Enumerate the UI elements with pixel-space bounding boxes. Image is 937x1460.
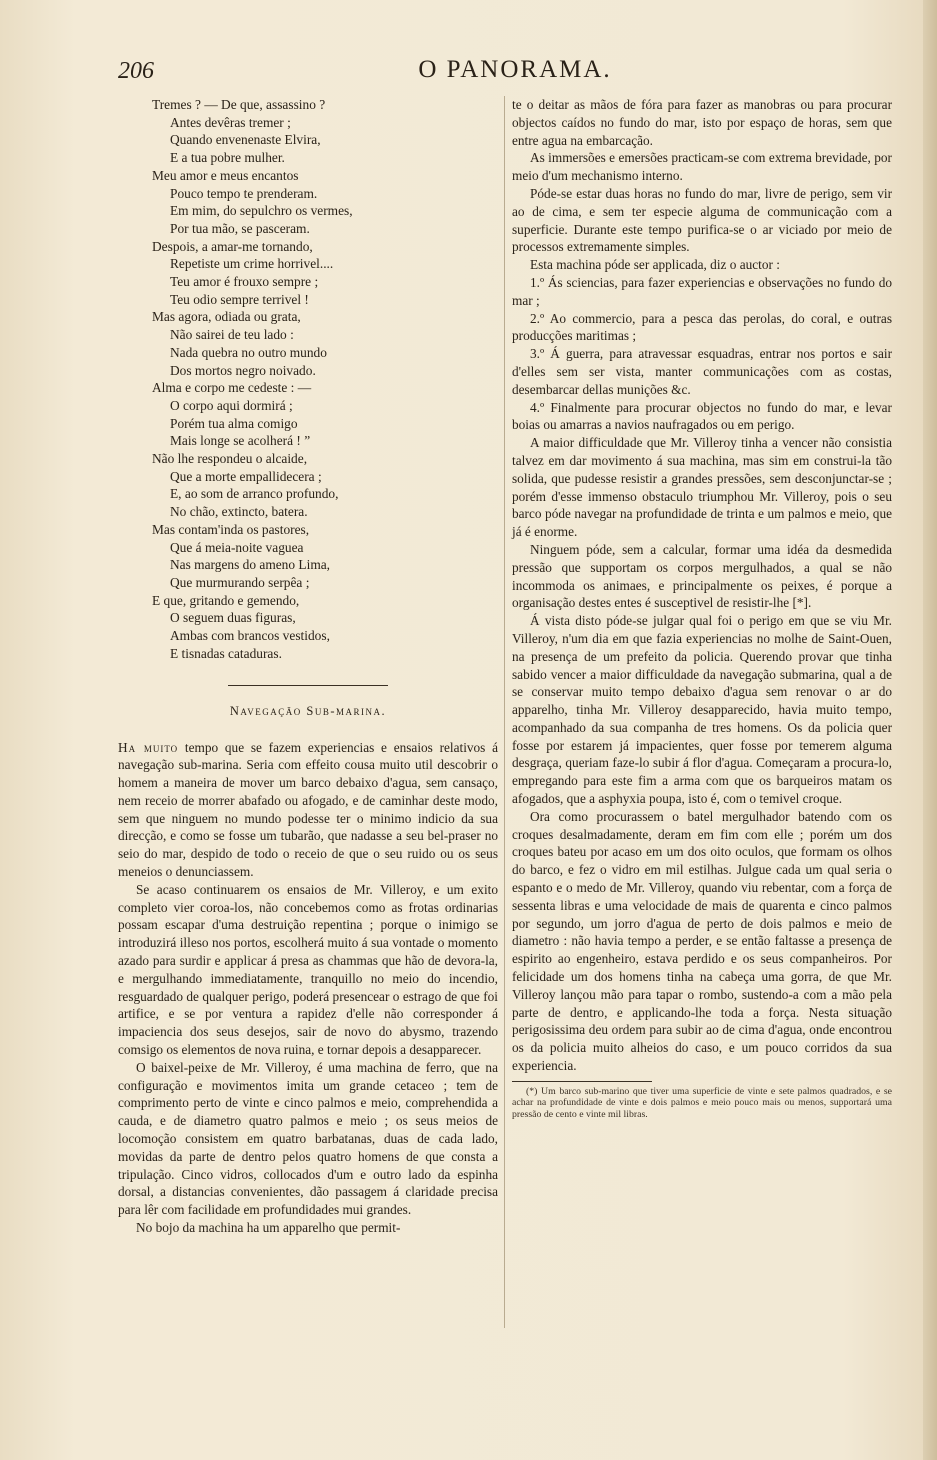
poem-line: O seguem duas figuras, <box>170 610 296 626</box>
page-edge <box>923 0 937 1460</box>
poem-line: Repetiste um crime horrivel.... <box>170 256 334 272</box>
poem-line: E a tua pobre mulher. <box>170 150 285 166</box>
poem-line: Mais longe se acolherá ! ” <box>170 433 311 449</box>
poem-line: Nas margens do ameno Lima, <box>170 557 331 573</box>
poem-line: No chão, extincto, batera. <box>170 504 308 520</box>
paragraph: As immersões e emersões practicam-se com extrema brevidade, por meio d'um mechanismo interno. <box>512 150 892 184</box>
column-divider <box>504 96 505 1328</box>
list-item: 4.º Finalmente para procurar objectos no fundo do mar, e levar boias ou amarras a navios naufragados ou em perigo. <box>512 399 892 433</box>
list-item: 2.º Ao commercio, para a pesca das perolas, do coral, e outras producções maritimas ; <box>512 310 892 344</box>
poem-line: Teu amor é frouxo sempre ; <box>170 274 319 290</box>
list-item: 3.º Á guerra, para atravessar esquadras, entrar nos portos e sair d'elles sem ser vista, manter communicações com as costas, desembarcar dellas munições &c. <box>512 346 892 397</box>
poem-line: E tisnadas cataduras. <box>170 645 282 661</box>
poem-line: O corpo aqui dormirá ; <box>170 397 293 413</box>
poem-line: Tremes ? — De que, assassino ? <box>152 97 326 112</box>
poem-line: Não lhe respondeu o alcaide, <box>152 451 308 467</box>
poem-line: Em mim, do sepulchro os vermes, <box>170 203 353 219</box>
poem-line: Nada quebra no outro mundo <box>170 344 327 360</box>
poem-line: Antes devêras tremer ; <box>170 114 291 130</box>
footnote-rule <box>512 1081 652 1082</box>
poem-line: Porém tua alma comigo <box>170 415 298 431</box>
paragraph-text: tempo que se fazem experiencias e ensaios relativos á navegação sub-marina. Seria com effeito cousa muito util descobrir o homem a maneira de mover um barco debaixo d'agua, sem cansaço, nem receio de morrer abafado ou afogado, e de caminhar deste modo, sem que ninguem no mundo podesse ter o minimo indicio da sua direcção, e como se fosse um tubarão, que nadasse a seu bel-praser no seio do mar, despido de todo o receio de que o seu ruido ou os seus meneios o denunciassem. <box>118 739 498 880</box>
paragraph <box>118 739 498 881</box>
poem-line: Teu odio sempre terrivel ! <box>170 291 309 307</box>
running-title: O PANORAMA. <box>418 56 612 83</box>
paragraph: Se acaso continuarem os ensaios de Mr. Villeroy, e um exito completo vier coroa-los, não concebemos como as frotas ordinarias possam escapar d'uma destruição repentina ; porque o inimigo se introduzirá illeso nos portos, escolherá muito á sua vontade o momento azado para surdir e applicar á presa as chammas que hão de devora-la, e mergulhando immediatamente, tranquillo no meio do incendio, resguardado de qualquer perigo, poderá presencear o estrago de que foi artifice, e se por ventura a rapidez d'elle não corresponder á impaciencia dos seus desejos, sair de novo do abysmo, trazendo comsigo os elementos de nova ruina, e tornar depois a desapparecer. <box>118 881 498 1058</box>
poem-line: Que a morte empallidecera ; <box>170 468 322 484</box>
paragraph: No bojo da machina ha um apparelho que permit- <box>136 1220 401 1236</box>
paragraph: Esta machina póde ser applicada, diz o auctor : <box>530 257 780 273</box>
right-column <box>512 96 892 1121</box>
section-title: Navegação Sub-marina. <box>229 703 387 718</box>
poem-line: Meu amor e meus encantos <box>152 167 299 183</box>
footnote: (*) Um barco sub-marino que tiver uma superficie de vinte e sete palmos quadrados, e se achar na profundidade de vinte e dois palmos e meio pouco mais ou menos, supportará uma pressão de cento e vinte mil libras. <box>512 1085 892 1121</box>
poem-line: Que á meia-noite vaguea <box>170 539 304 555</box>
section-rule <box>228 685 388 686</box>
poem-line: Pouco tempo te prenderam. <box>170 185 318 201</box>
paragraph: A maior difficuldade que Mr. Villeroy tinha a vencer não consistia talvez em dar movimento á sua machina, mas sim em construi-la tão solida, que pudesse resistir a grandes pressões, sem desconjunctar-se ; porém d'esse immenso obstaculo triumphou Mr. Villeroy, pois o seu barco póde navegar na profundidade de trinta e um palmos e meio, que já é enorme. <box>512 435 892 540</box>
poem-line: Não sairei de teu lado : <box>170 327 294 343</box>
poem-line: Despois, a amar-me tornando, <box>152 238 313 254</box>
poem-line: Mas agora, odiada ou grata, <box>152 309 301 325</box>
paragraph: O baixel-peixe de Mr. Villeroy, é uma machina de ferro, que na configuração e movimentos imita um grande cetaceo ; tem de comprimento perto de vinte e cinco palmos e meio, comprehendida a cauda, e de diametro quatro palmos e meio ; os seus meios de locomoção consistem em quatro barbatanas, duas de cada lado, movidas da parte de dentro pelos quatro homens de que consta a tripulação. Cinco vidros, collocados d'um e outro lado da espinha dorsal, a distancias convenientes, dão passagem á claridade precisa para lêr com facilidade em profundidades mui grandes. <box>118 1059 498 1218</box>
paragraph: te o deitar as mãos de fóra para fazer as manobras ou para procurar objectos caídos no fundo do mar, isto por espaço de horas, sem que entre agua na embarcação. <box>512 97 892 148</box>
paragraph: Ora como procurassem o batel mergulhador batendo com os croques desalmadamente, deram em fim com elle ; porém um dos croques bateu por acaso em um dos oito oculos, que formam os olhos do barco, e fez o vidro em mil estilhas. Julgue cada um qual seria o espanto e o medo de Mr. Villeroy, quando viu rebentar, com a força de sessenta libras e uma velocidade de mais de quarenta e cinco palmos por segundo, um jorro d'agua de perto de dois palmos e meio de diametro : não havia tempo a perder, e se então faltasse a presença de espirito ao engenheiro, estava perdido e os seus companheiros. Por felicidade um dos homens tinha na cabeça uma gorra, de que Mr. Villeroy lançou mão para tapar o rombo, sustendo-a com a mão pela parte de dentro, e applicando-lhe toda a força. Nesta situação perigosissima deu ordem para subir ao de cima d'agua, onde encontrou os da policia muito alheios do caso, e um pouco corridos da sua experiencia. <box>512 808 892 1074</box>
poem-line: Dos mortos negro noivado. <box>170 362 316 378</box>
paragraph: Póde-se estar duas horas no fundo do mar, livre de perigo, sem vir ao de cima, e sem ter especie alguma de communicação com a superficie. Durante este tempo purifica-se o ar viciado por meio de processos extremamente simples. <box>512 185 892 255</box>
page-header <box>118 56 912 86</box>
poem <box>118 96 498 663</box>
list-item: 1.º Ás sciencias, para fazer experiencias e observações no fundo do mar ; <box>512 274 892 308</box>
page-number: 206 <box>118 58 154 84</box>
opening-words: Ha muito <box>118 739 179 755</box>
poem-line: E, ao som de arranco profundo, <box>170 486 339 502</box>
poem-line: Mas contam'inda os pastores, <box>152 521 310 537</box>
paragraph: Á vista disto póde-se julgar qual foi o perigo em que se viu Mr. Villeroy, n'um dia em que fazia experiencias no molhe de Saint-Ouen, na presença de um prefeito da policia. Querendo provar que tinha sabido vencer a maior difficuldade da navegação submarina, qual a de se conservar muito tempo debaixo d'agua sem renovar o ar do apparelho, tinha Mr. Villeroy desapparecido, havia muito tempo, acompanhado da sua companha de tres homens. Os da policia quer fosse por estarem já impacientes, quer fosse por temerem alguma desgraça, queriam faze-lo subir á flor d'agua. Começaram a procura-lo, empregando para este fim a arma com que os barqueiros matam os afogados, que a asphyxia poupa, isto é, com o temivel croque. <box>512 613 892 807</box>
poem-line: Quando envenenaste Elvira, <box>170 132 321 148</box>
paragraph: Ninguem póde, sem a calcular, formar uma idéa da desmedida pressão que supportam os corpos mergulhados, a qual se não incommoda os animaes, e principalmente os peixes, é porque a organisação destes entes é susceptivel de resistir-lhe [*]. <box>512 541 892 611</box>
poem-line: Por tua mão, se pasceram. <box>170 220 310 236</box>
left-column <box>118 96 498 1237</box>
poem-line: Que murmurando serpêa ; <box>170 574 310 590</box>
poem-line: Alma e corpo me cedeste : — <box>152 380 312 396</box>
poem-line: E que, gritando e gemendo, <box>152 592 300 608</box>
poem-line: Ambas com brancos vestidos, <box>170 628 330 644</box>
